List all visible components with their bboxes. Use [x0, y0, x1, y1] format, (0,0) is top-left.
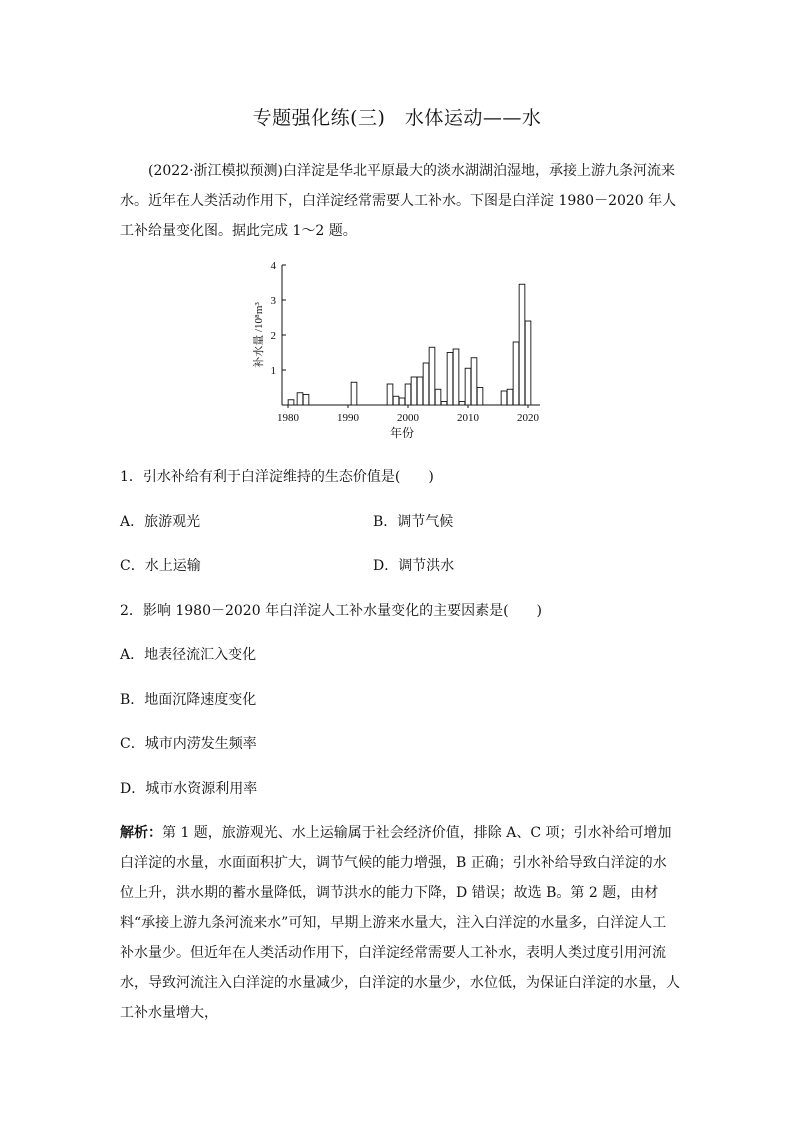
page-title: 专题强化练(三) 水体运动——水	[252, 107, 542, 129]
question-2-stem: 2．影响 1980－2020 年白洋淀人工补水量变化的主要因素是( )	[120, 603, 542, 619]
y-tick-label: 2	[270, 330, 276, 342]
intro-paragraph: (2022·浙江模拟预测)白洋淀是华北平原最大的淡水湖湖泊湿地，承接上游九条河流来水。近年在人类活动作用下，白洋淀经常需要人工补水。下图是白洋淀 1980－2020 年人工补给量变化图。据此完成 1～2 题。	[120, 163, 677, 239]
analysis	[120, 818, 680, 1028]
data-bar	[447, 353, 453, 406]
y-axis-label: 补水量 /10⁸m³	[253, 302, 265, 368]
x-tick-label: 1990	[337, 412, 359, 424]
y-tick-label: 3	[270, 295, 276, 307]
data-bar	[297, 393, 303, 405]
data-bar	[417, 377, 423, 405]
data-bar	[459, 402, 465, 406]
data-bar	[303, 395, 309, 406]
data-bar	[501, 391, 507, 405]
data-bar	[411, 377, 417, 405]
y-tick-label: 4	[270, 260, 276, 272]
y-tick-label: 1	[270, 365, 276, 377]
data-bar	[453, 349, 459, 405]
data-bar	[477, 388, 483, 406]
data-bar	[387, 384, 393, 405]
data-bar	[429, 347, 435, 405]
data-bar	[399, 398, 405, 405]
data-bar	[423, 363, 429, 405]
data-bar	[435, 389, 441, 405]
data-bar	[351, 382, 357, 405]
data-bar	[507, 389, 513, 405]
data-bar	[393, 396, 399, 405]
data-bar	[288, 400, 294, 405]
q2-option-b: B．地面沉降速度变化	[120, 692, 257, 708]
q1-option-c: C．水上运输	[120, 558, 201, 574]
question-1-stem: 1．引水补给有利于白洋淀维持的生态价值是( )	[120, 469, 434, 485]
data-bar	[465, 368, 471, 405]
data-bar	[405, 384, 411, 405]
q1-option-d: D．调节洪水	[373, 558, 455, 574]
data-bar	[513, 342, 519, 405]
q1-option-a: A．旅游观光	[120, 514, 201, 530]
x-tick-label: 2000	[397, 412, 419, 424]
q2-option-d: D．城市水资源利用率	[120, 781, 258, 797]
x-axis-label: 年份	[389, 426, 415, 440]
analysis-label: 解析：	[120, 825, 162, 841]
x-tick-label: 2010	[457, 412, 479, 424]
water-supply-chart	[245, 252, 555, 447]
data-bar	[519, 284, 525, 405]
q1-option-b: B．调节气候	[373, 514, 454, 530]
q2-option-a: A．地表径流汇入变化	[120, 647, 257, 663]
data-bar	[471, 358, 477, 405]
x-tick-label: 2020	[517, 412, 539, 424]
data-bar	[441, 402, 447, 406]
analysis-text: 第 1 题，旅游观光、水上运输属于社会经济价值，排除 A、C 项；引水补给可增加白洋淀的水量，水面面积扩大，调节气候的能力增强，B 正确；引水补给导致白洋淀的水位上升，洪水期的蓄水量降低，调节洪水的能力下降，D 错误；故选 B。第 2 题，由材料“承接上游九条河流来水”可知，早期上游来水量大，注入白洋淀的水量多，白洋淀人工补水量少。但近年在人类活动作用下，白洋淀经常需要人工补水，表明人类过度引用河流水，导致河流注入白洋淀的水量减少，白洋淀的水量少，水位低，为保证白洋淀的水量，人工补水量增大，	[120, 825, 680, 1021]
q2-option-c: C．城市内涝发生频率	[120, 736, 257, 752]
data-bar	[525, 321, 531, 405]
x-tick-label: 1980	[277, 412, 299, 424]
